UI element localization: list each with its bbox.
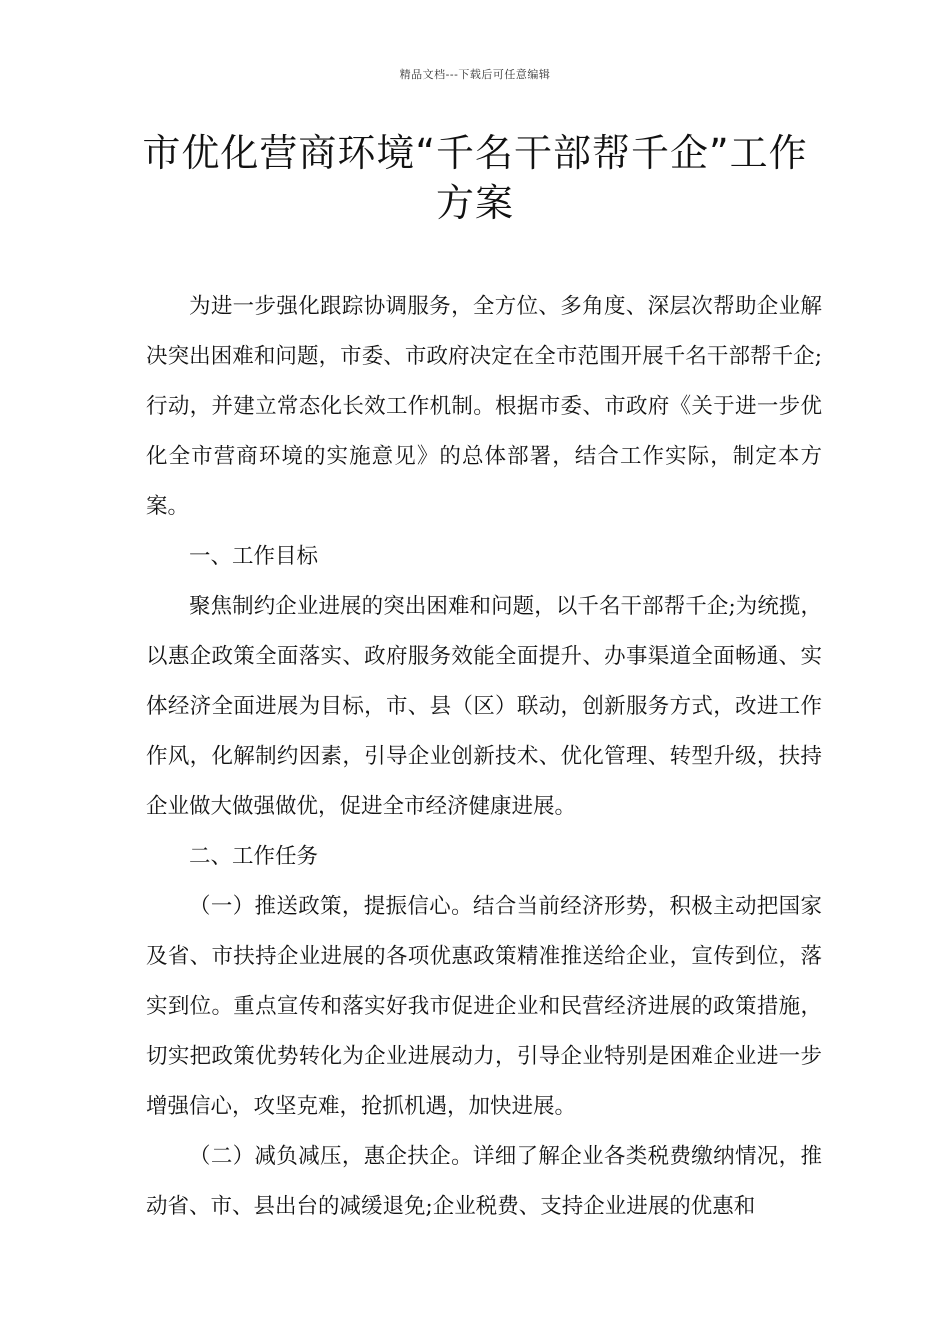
header-note: 精品文档---下载后可任意编辑 [399, 68, 551, 81]
intro-paragraph: 为进一步强化跟踪协调服务，全方位、多角度、深层次帮助企业解决突出困难和问题，市委、市政府决定在全市范围开展千名干部帮千企;行动，并建立常态化长效工作机制。根据市委、市政府《关于进一步优化全市营商环境的实施意见》的总体部署，结合工作实际，制定本方案。 [146, 294, 822, 519]
section-heading-tasks: 二、工作任务 [189, 844, 319, 869]
document-title: 市优化营商环境“千名干部帮千企”工作方案 [142, 131, 808, 225]
goals-paragraph: 聚焦制约企业进展的突出困难和问题，以千名干部帮千企;为统揽，以惠企政策全面落实、政府服务效能全面提升、办事渠道全面畅通、实体经济全面进展为目标，市、县（区）联动，创新服务方式，改进工作作风，化解制约因素，引导企业创新技术、优化管理、转型升级，扶持企业做大做强做优，促进全市经济健康进展。 [146, 594, 822, 819]
section-heading-goals: 一、工作目标 [189, 544, 319, 569]
document-body [146, 282, 822, 1232]
task-2-paragraph: （二）减负减压，惠企扶企。详细了解企业各类税费缴纳情况，推动省、市、县出台的减缓退免;企业税费、支持企业进展的优惠和 [146, 1144, 822, 1219]
task-1-paragraph: （一）推送政策，提振信心。结合当前经济形势，积极主动把国家及省、市扶持企业进展的各项优惠政策精准推送给企业，宣传到位，落实到位。重点宣传和落实好我市促进企业和民营经济进展的政策措施，切实把政策优势转化为企业进展动力，引导企业特别是困难企业进一步增强信心，攻坚克难，抢抓机遇，加快进展。 [146, 894, 822, 1119]
